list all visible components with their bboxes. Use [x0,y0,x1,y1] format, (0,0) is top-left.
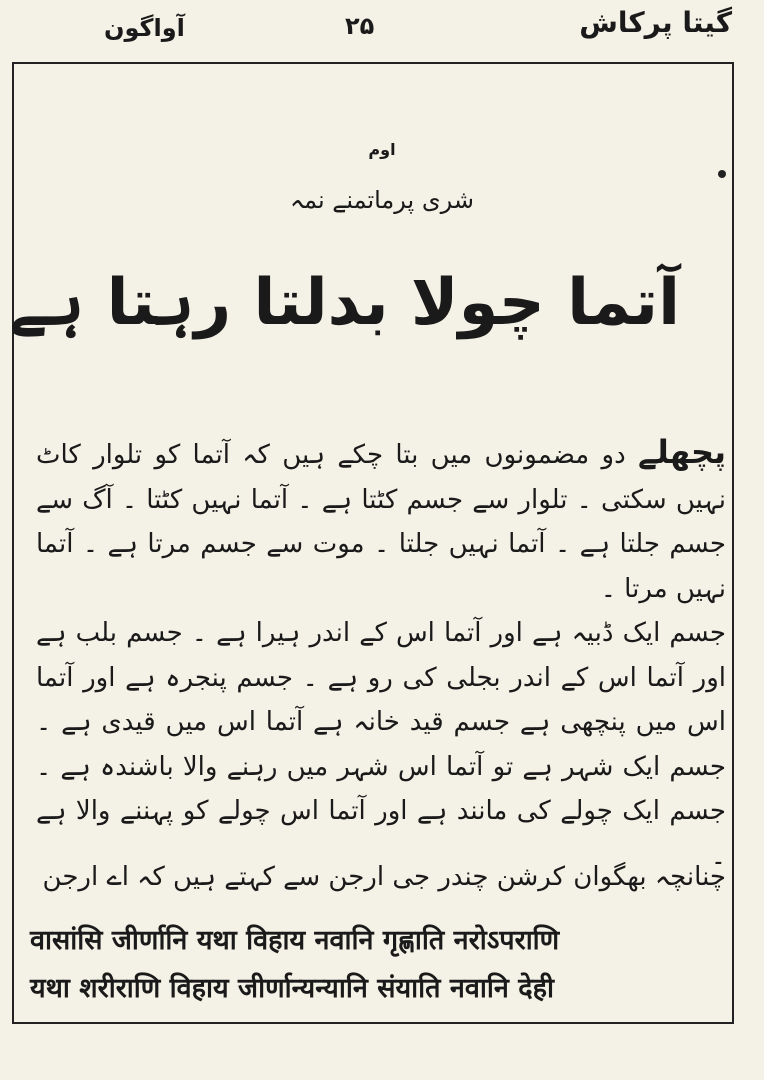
invocation-line: شری پرماتمنے نمہ [290,186,474,214]
page-header [0,0,764,58]
book-title: گیتا پرکاش [579,6,732,39]
paragraph-2: جسم ایک ڈبیہ ہے اور آتما اس کے اندر ہیرا ہے ۔ جسم بلب ہے اور آتما اس کے اندر بجلی کی رو ہے ۔ جسم پنجرہ ہے اور آتما اس میں پنچھی ہے جسم قید خانہ ہے آتما اس میں قیدی ہے ۔ جسم ایک شہر ہے تو آتما اس شہر میں رہنے والا باشندہ ہے ۔ جسم ایک چولے کی مانند ہے اور آتما اس چولے کو پہننے والا ہے ۔ [36,618,726,871]
sanskrit-verse-line-2: यथा शरीराणि विहाय जीर्णान्यन्यानि संयाति नवानि देही [30,973,554,1004]
paragraph-1-text: دو مضمونوں میں بتا چکے ہیں کہ آتما کو تلوار کاٹ نہیں سکتی ۔ تلوار سے جسم کٹتا ہے ۔ آتما نہیں کٹتا ۔ آگ سے جسم جلتا ہے ۔ آتما نہیں جلتا ۔ موت سے جسم مرتا ہے ۔ آتما نہیں مرتا ۔ [36,440,726,604]
sanskrit-verse-line-1: वासांसि जीर्णानि यथा विहाय नवानि गृह्णाति नरोऽपराणि [30,925,560,956]
page-title: آتما چولا بدلتا رہتا ہے [9,266,680,340]
ink-dot [718,170,726,178]
first-word: پچھلے [638,433,727,471]
chapter-title: آواگون [104,14,185,42]
paragraph-1 [36,430,726,611]
page-number: ۲۵ [345,12,375,40]
body-text [36,430,726,878]
paragraph-3: چنانچہ بھگوان کرشن چندر جی ارجن سے کہتے ہیں کہ اے ارجن [42,862,726,892]
om-heading: اوم [368,140,396,159]
